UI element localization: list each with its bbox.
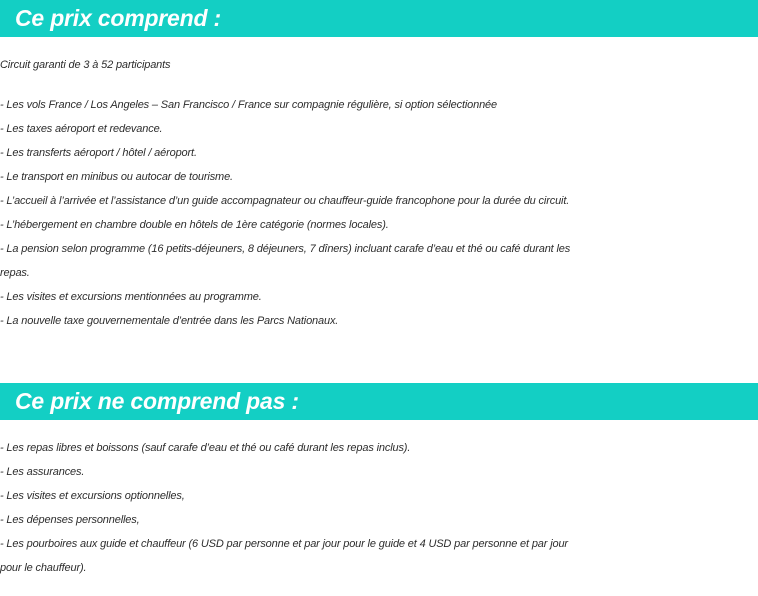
includes-line: - Les taxes aéroport et redevance.	[0, 123, 163, 135]
excludes-line: - Les dépenses personnelles,	[0, 514, 140, 526]
excludes-line: - Les assurances.	[0, 466, 85, 478]
includes-line: - La pension selon programme (16 petits-déjeuners, 8 déjeuners, 7 dîners) incluant carafe d’eau et thé ou café durant les	[0, 243, 571, 255]
includes-line: - Le transport en minibus ou autocar de tourisme.	[0, 171, 233, 183]
includes-line: - Les vols France / Los Angeles – San Francisco / France sur compagnie régulière, si option sélectionnée	[0, 99, 497, 111]
includes-line: repas.	[0, 267, 30, 279]
includes-line: - L’accueil à l’arrivée et l’assistance d’un guide accompagnateur ou chauffeur-guide francophone pour la durée du circuit.	[0, 195, 570, 207]
includes-line: - L’hébergement en chambre double en hôtels de 1ère catégorie (normes locales).	[0, 219, 389, 231]
excludes-line: - Les repas libres et boissons (sauf carafe d’eau et thé ou café durant les repas inclus).	[0, 442, 411, 454]
includes-line: - Les transferts aéroport / hôtel / aéroport.	[0, 147, 197, 159]
includes-line: Circuit garanti de 3 à 52 participants	[0, 59, 171, 71]
includes-title: Ce prix comprend :	[15, 5, 221, 31]
excludes-line: pour le chauffeur).	[0, 562, 87, 574]
includes-line: - La nouvelle taxe gouvernementale d’entrée dans les Parcs Nationaux.	[0, 315, 339, 327]
excludes-line: - Les visites et excursions optionnelles,	[0, 490, 185, 502]
includes-header	[0, 0, 758, 37]
includes-line: - Les visites et excursions mentionnées au programme.	[0, 291, 262, 303]
excludes-line: - Les pourboires aux guide et chauffeur (6 USD par personne et par jour pour le guide et 4 USD par personne et par jour	[0, 538, 568, 550]
excludes-title: Ce prix ne comprend pas :	[15, 388, 299, 414]
excludes-header	[0, 383, 758, 420]
